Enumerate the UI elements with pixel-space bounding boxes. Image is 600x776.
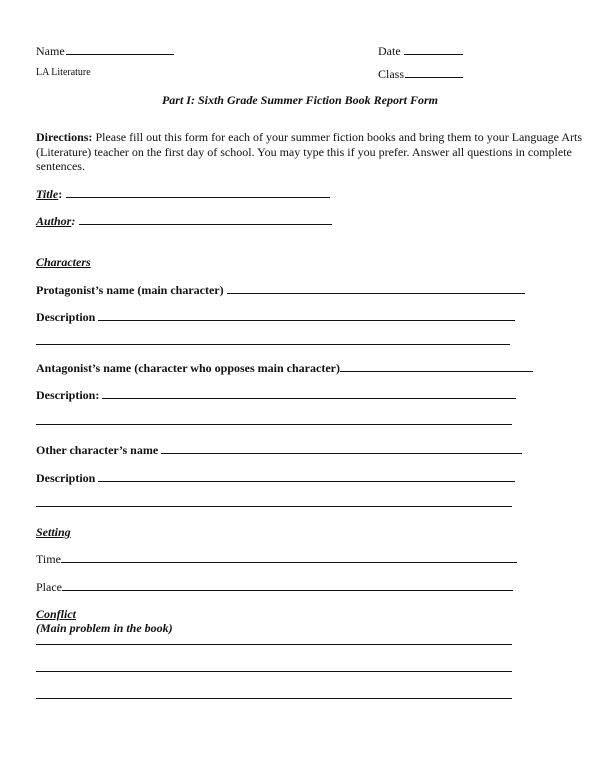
date-label: Date (378, 44, 401, 58)
description-2-field[interactable] (36, 389, 516, 401)
time-blank[interactable] (61, 561, 517, 563)
description-1-label: Description (36, 310, 96, 324)
place-blank[interactable] (62, 589, 513, 591)
protagonist-label: Protagonist’s name (main character) (36, 283, 224, 297)
antagonist-blank[interactable] (340, 370, 533, 372)
description-1-blank[interactable] (98, 319, 515, 321)
name-field[interactable] (36, 45, 174, 57)
class-field[interactable] (378, 68, 463, 80)
form-title: Part I: Sixth Grade Summer Fiction Book Report Form (161, 93, 439, 107)
characters-heading: Characters (36, 255, 91, 269)
directions-line-2: (Literature) teacher on the first day of school. You may type this if you prefer. Answer all questions in complete (36, 145, 572, 159)
class-blank[interactable] (405, 76, 463, 78)
place-field[interactable] (36, 581, 513, 593)
protagonist-blank[interactable] (227, 292, 525, 294)
directions-text-1: Please fill out this form for each of your summer fiction books and bring them to your Language Arts (95, 130, 582, 144)
protagonist-field[interactable] (36, 284, 525, 296)
title-label: Title (36, 187, 59, 201)
description-2-blank[interactable] (102, 397, 516, 399)
description-3-extra-line[interactable] (36, 506, 512, 507)
other-character-blank[interactable] (161, 452, 522, 454)
directions-line-3: sentences. (36, 159, 85, 173)
conflict-subheading: (Main problem in the book) (36, 621, 173, 635)
conflict-line-1[interactable] (36, 644, 512, 645)
antagonist-label: Antagonist’s name (character who opposes main character) (36, 361, 340, 375)
time-field[interactable] (36, 553, 517, 565)
setting-heading: Setting (36, 525, 71, 539)
time-label: Time (36, 552, 61, 566)
other-character-field[interactable] (36, 444, 522, 456)
author-field[interactable] (36, 215, 332, 227)
directions-line-1 (36, 131, 582, 143)
date-blank[interactable] (404, 53, 463, 55)
description-2-label: Description: (36, 388, 100, 402)
description-3-blank[interactable] (98, 480, 515, 482)
description-3-field[interactable] (36, 472, 515, 484)
author-blank[interactable] (79, 223, 332, 225)
conflict-line-2[interactable] (36, 671, 512, 672)
name-label: Name (36, 44, 65, 58)
directions-label: Directions: (36, 130, 93, 144)
antagonist-field[interactable] (36, 362, 533, 374)
description-3-label: Description (36, 471, 96, 485)
other-character-label: Other character’s name (36, 443, 159, 457)
place-label: Place (36, 580, 62, 594)
class-label: Class (378, 67, 405, 81)
date-field[interactable] (378, 45, 463, 57)
author-colon: : (71, 214, 76, 228)
description-1-extra-line[interactable] (36, 344, 510, 345)
author-label: Author (36, 214, 72, 228)
description-1-field[interactable] (36, 311, 515, 323)
title-blank[interactable] (66, 196, 330, 198)
name-blank[interactable] (66, 53, 174, 55)
conflict-heading: Conflict (36, 607, 77, 621)
title-colon: : (58, 187, 63, 201)
subject-label: LA Literature (36, 67, 91, 78)
description-2-extra-line[interactable] (36, 424, 512, 425)
title-field[interactable] (36, 188, 330, 200)
conflict-line-3[interactable] (36, 698, 512, 699)
